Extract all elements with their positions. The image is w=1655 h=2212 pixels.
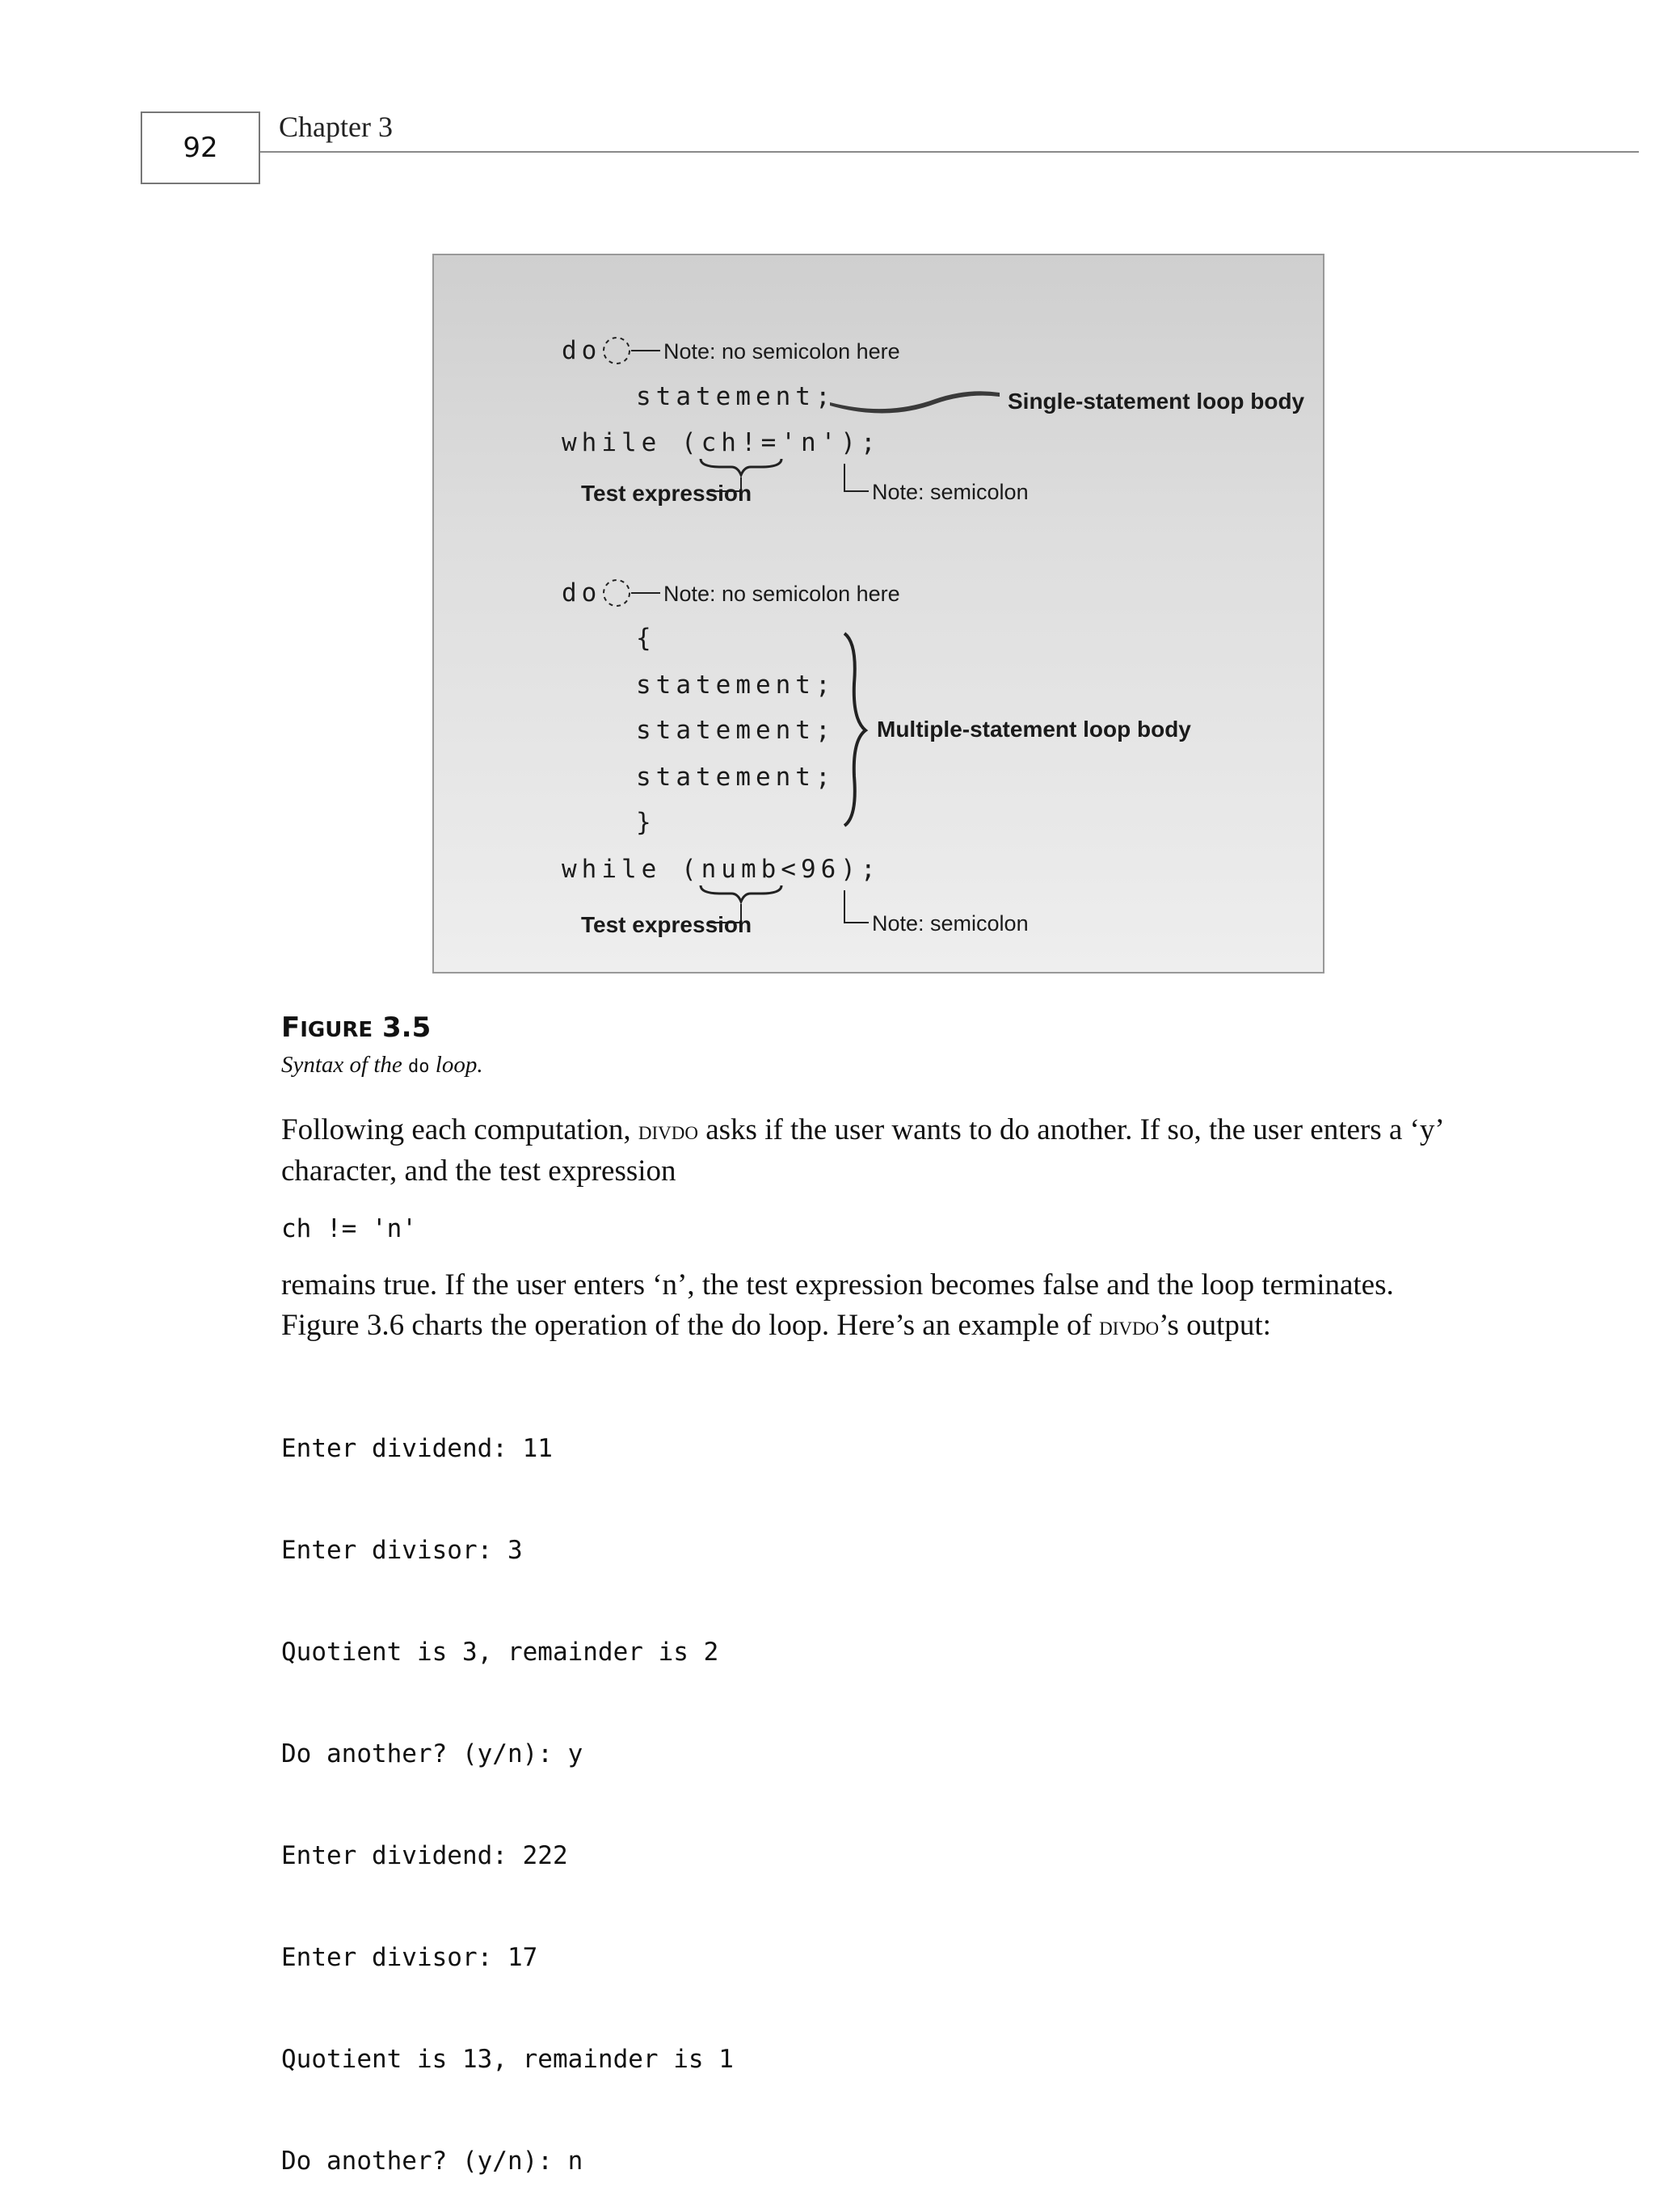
close-brace-line: } [636,808,656,837]
note-semicolon-2: Note: semicolon [872,911,1029,936]
caption-before: Syntax of the [281,1052,409,1078]
figure-label-number: 3.5 [382,1011,432,1044]
note-no-semicolon-2: Note: no semicolon here [663,582,900,606]
output-line: Enter dividend: 222 [281,1841,568,1870]
para2-text-b: ’s output: [1159,1309,1271,1342]
single-body-label: Single-statement loop body [1008,389,1305,414]
para1-text-a: Following each computation, [281,1113,638,1146]
para2-divdo: divdo [1099,1312,1160,1341]
output-line: Do another? (y/n): n [281,2147,583,2176]
semicolon-placeholder-circle-2 [604,580,630,606]
test-expression-label-1: Test expression [581,481,752,506]
note-no-semicolon-1: Note: no semicolon here [663,339,900,364]
test-expression-brace-2 [701,885,781,902]
output-line: Enter dividend: 11 [281,1434,553,1463]
caption-after: loop. [429,1052,483,1078]
note-semicolon-leader-2 [844,890,869,923]
note-semicolon-leader-1 [844,464,869,491]
while-line-1: while (ch!='n'); [562,428,881,457]
figure-diagram [432,254,1324,974]
statement-line-2b: statement; [636,716,836,745]
single-body-pointer [830,391,1000,413]
program-output [281,1364,734,2212]
do-keyword-1: do [562,336,602,365]
para2-text-a: remains true. If the user enters ‘n’, the test expression becomes false and the loop terminates. Figure 3.6 charts the operation of the do loop. Here’s an example of [281,1268,1394,1342]
paragraph-2 [281,1265,1477,1347]
paragraph-1 [281,1110,1477,1192]
page-number: 92 [141,111,260,184]
header-rule [260,151,1639,153]
statement-line-2c: statement; [636,763,836,792]
multi-body-label: Multiple-statement loop body [877,717,1191,742]
caption-code: do [408,1057,430,1077]
test-expression-brace-1 [701,459,781,475]
figure-label-word: IGURE [300,1018,373,1042]
figure-label-prefix: F [281,1011,301,1044]
para1-text-b: asks if the user wants to do another. If so, the user enters a ‘y’ character, and the test expression [281,1113,1442,1188]
figure-label [281,1011,431,1044]
figure-caption [281,1052,483,1079]
statement-line-2a: statement; [636,671,836,700]
para1-divdo: divdo [638,1117,698,1146]
statement-line-1: statement; [636,382,836,411]
note-semicolon-1: Note: semicolon [872,480,1029,504]
do-keyword-2: do [562,578,602,608]
semicolon-placeholder-circle-1 [604,338,630,364]
output-line: Quotient is 13, remainder is 1 [281,2045,734,2074]
output-line: Enter divisor: 3 [281,1536,523,1565]
output-line: Do another? (y/n): y [281,1739,583,1768]
multi-body-brace [844,633,865,826]
output-line: Enter divisor: 17 [281,1943,538,1972]
test-expression-label-2: Test expression [581,912,752,937]
do-loop-syntax-diagram [434,255,1324,974]
while-line-2: while (numb<96); [562,855,881,884]
chapter-title: Chapter 3 [279,111,393,143]
output-line: Quotient is 3, remainder is 2 [281,1638,719,1667]
code-test-expression: ch != 'n' [281,1214,417,1243]
open-brace-line: { [636,624,656,653]
